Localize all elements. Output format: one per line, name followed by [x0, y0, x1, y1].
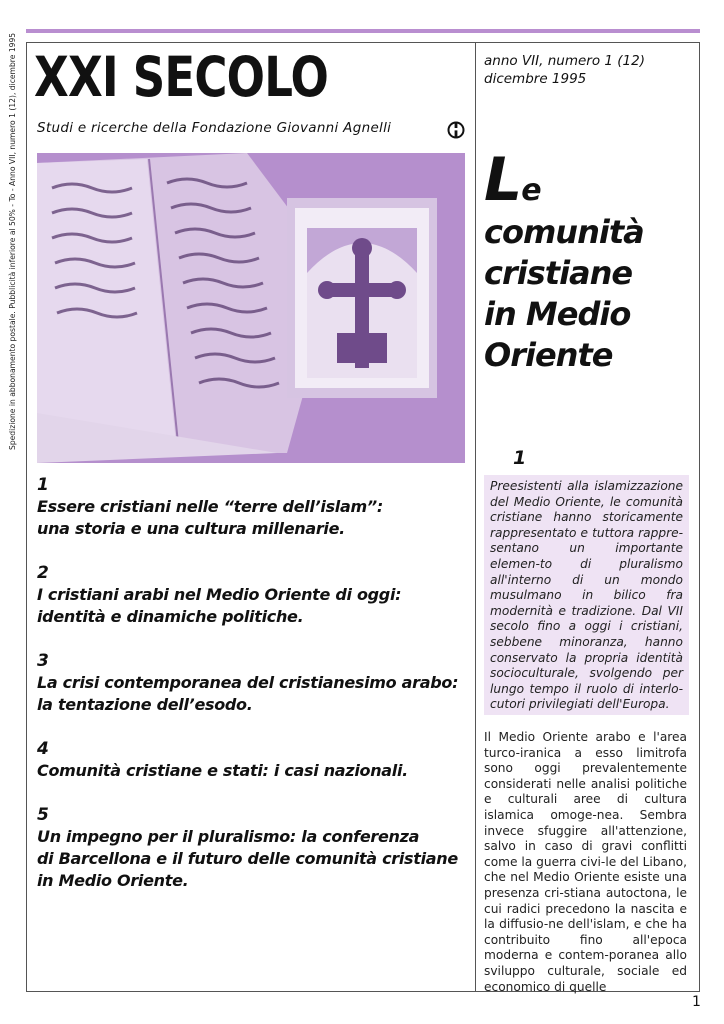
chapter-title-line: La crisi contemporanea del cristianesimo arabo: [37, 673, 459, 692]
chapter-item [37, 562, 467, 628]
issue-date: dicembre 1995 [484, 71, 587, 87]
masthead-subtitle: Studi e ricerche della Fondazione Giovanni Agnelli [37, 120, 392, 136]
chapter-title-line: identità e dinamiche politiche. [37, 607, 304, 626]
chapter-title-line: Essere cristiani nelle “terre dell’islam”: [37, 497, 383, 516]
chapter-number: 5 [37, 805, 49, 825]
issue-info [484, 52, 645, 88]
abstract-box [484, 475, 689, 715]
chapter-title-line: Un impegno per il pluralismo: la conferenza [37, 827, 420, 846]
spine-text: Spedizione in abbonamento postale. Pubblicità inferiore al 50% - To - Anno VII, numero 1 (12), dicembre 1995 [8, 32, 17, 450]
issue-number: anno VII, numero 1 (12) [484, 53, 645, 69]
abstract-text: Preesistenti alla islamizzazione del Medio Oriente, le comunità cristiane hanno storicamente rappresentato e tuttora rappre-sentano un importante elemen-to di pluralismo all'interno di un mondo musulmano in bilico fra modernità e tradizione. Dal VII secolo fino a oggi i cristiani, sebbene minoranza, hanno conservato la propria identità socioculturale, svolgendo per lungo tempo il ruolo di interlo-cutori privilegiati dell'Europa. [490, 479, 683, 712]
chapter-item [37, 804, 467, 892]
page-number: 1 [692, 994, 701, 1010]
chapter-title-line: di Barcellona e il futuro delle comunità cristiane [37, 849, 458, 868]
title-first-line [484, 145, 644, 215]
column-divider [475, 42, 476, 992]
body-text: Il Medio Oriente arabo e l'area turco-iranica a esso limitrofa sono oggi prevalentemente considerati nelle analisi politiche e culturali aree di cultura islamica omoge-nea. Sembra invece sfuggire all'attenzione, salvo in caso di gravi conflitti come la guerra civi-le del Libano, che nel Medio Oriente esiste una presenza cri-stiana autoctona, le cui radici precedono la nascita e la diffusio-ne dell'islam, e che ha contribuito fino all'epoca moderna e contem-poranea allo sviluppo culturale, sociale ed economico di quelle [484, 730, 688, 994]
feature-title [484, 145, 644, 376]
chapter-title-line: la tentazione dell’esodo. [37, 695, 253, 714]
chapter-item [37, 474, 467, 540]
chapter-title-line: Comunità cristiane e stati: i casi nazionali. [37, 761, 408, 780]
title-line-3: cristiane [484, 254, 633, 292]
title-rest-first: e [521, 173, 541, 208]
contents-list [37, 474, 467, 914]
title-dropcap: L [484, 145, 522, 215]
chapter-number: 2 [37, 563, 49, 583]
title-line-5: Oriente [484, 336, 613, 374]
top-accent-bar [26, 29, 700, 33]
cover-image-manuscript [37, 153, 465, 463]
title-line-4: in Medio [484, 295, 631, 333]
title-line-2: comunità [484, 213, 644, 251]
chapter-number: 1 [37, 475, 49, 495]
chapter-number: 4 [37, 739, 49, 759]
section-number: 1 [513, 447, 527, 469]
fondazione-logo-icon [447, 121, 465, 139]
chapter-item [37, 738, 467, 782]
chapter-title-line: I cristiani arabi nel Medio Oriente di oggi: [37, 585, 402, 604]
chapter-item [37, 650, 467, 716]
chapter-number: 3 [37, 651, 49, 671]
masthead-title: XXI SECOLO [34, 45, 329, 109]
chapter-title-line: in Medio Oriente. [37, 871, 189, 890]
chapter-title-line: una storia e una cultura millenarie. [37, 519, 345, 538]
